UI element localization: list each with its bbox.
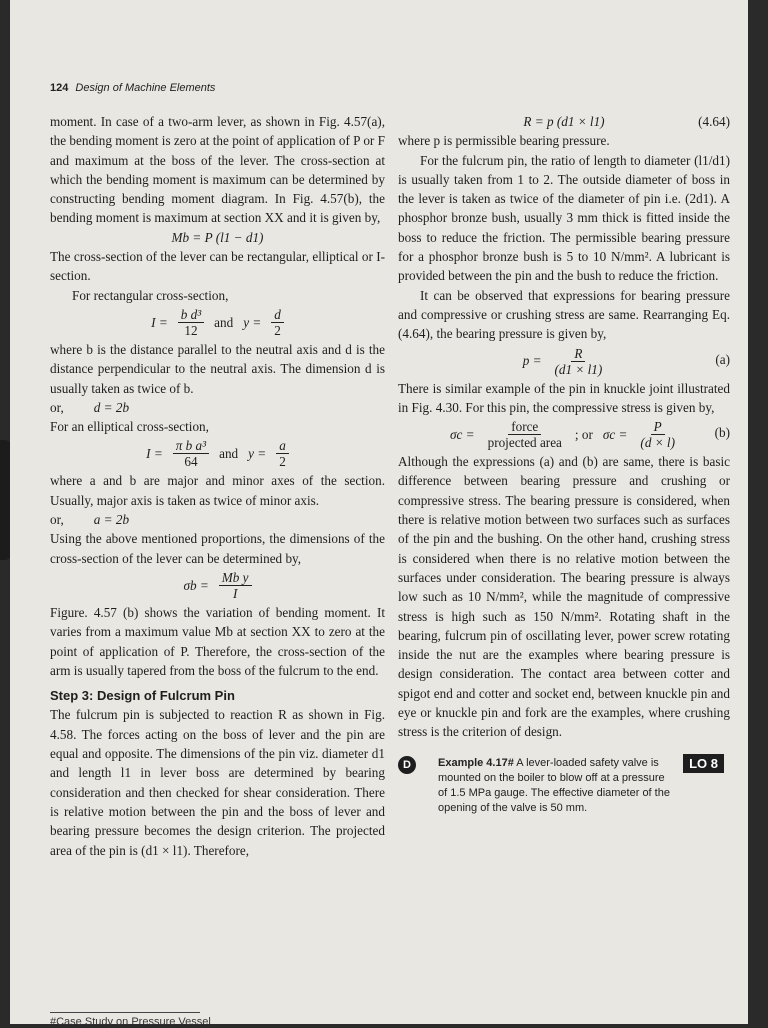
paragraph: Figure. 4.57 (b) shows the variation of bending moment. It varies from a maximum value Mb at section XX to zero at the point of application of P. Therefore, the cross-section of the arm is usually tapered from the boss of the fulcrum to the end. [50, 604, 385, 678]
equation-bending-moment: Mb = P (l1 − d1) [171, 229, 264, 245]
page-number: 124 [50, 82, 69, 94]
paragraph: There is similar example of the pin in knuckle joint illustrated in Fig. 4.30. For this pin, the compressive stress is given by, [398, 380, 730, 415]
book-title: Design of Machine Elements [75, 82, 216, 94]
equation-number: (a) [715, 351, 730, 367]
paragraph: The cross-section of the lever can be rectangular, elliptical or I-section. [50, 249, 385, 284]
paragraph: The fulcrum pin is subjected to reaction R as shown in Fig. 4.58. The forces acting on the boss of lever and the pin are equal and opposite. The dimensions of the pin viz. diameter d1 and length l1 in lever boss are determined by bearing consideration and then checked for shear consideration. There is relative motion between the pin and the boss of lever and bearing pressure becomes the design criterion. The projected area of the pin is (d1 × l1). Therefore, [50, 707, 385, 858]
left-column [50, 112, 385, 860]
example-title: Example 4.17# [438, 756, 514, 769]
right-column [398, 112, 730, 816]
paragraph: For the fulcrum pin, the ratio of length to diameter (l1/d1) is usually taken from 1 to 2. The outside diameter of boss in the lever is taken as twice of the diameter of pin i.e. (2d1). A phosphor bronze bush, usually 3 mm thick is fitted inside the boss to reduce the friction. The permissible bearing pressure for a phosphor bronze bush is 5 to 10 N/mm². A lubricant is provided between the pin and the bush to reduce the friction. [398, 152, 730, 284]
equation-bending-stress: σb = $\frac{\text{Mb y}}{I}$ [50, 570, 385, 601]
running-header [50, 82, 215, 94]
paragraph: Using the above mentioned proportions, the dimensions of the cross-section of the lever can be determined by, [50, 531, 385, 566]
paragraph: where b is the distance parallel to the neutral axis and d is the distance perpendicular to the neutral axis. The dimension d is usually taken as twice of b. [50, 341, 385, 396]
paragraph: where a and b are major and minor axes of the section. Usually, major axis is taken as twice of minor axis. [50, 473, 385, 508]
difficulty-badge: D [398, 756, 416, 774]
paragraph: For rectangular cross-section, [72, 287, 229, 303]
equation-elliptical: I = $\frac{\text{π b a³}}{64}$ and y = $\frac{a}{2}$ [50, 438, 385, 469]
paragraph: For an elliptical cross-section, [50, 419, 209, 435]
equation-number: (4.64) [698, 114, 730, 129]
equation-d-2b: or, d = 2b [50, 399, 130, 415]
paragraph: It can be observed that expressions for bearing pressure and compressive or crushing stress are same. Rearranging Eq. (4.64), the bearing pressure is given by, [398, 287, 730, 342]
example-box [398, 756, 730, 816]
paragraph: moment. In case of a two-arm lever, as shown in Fig. 4.57(a), the bending moment is zero at the point of application of P or F and maximum at the boss of the lever. The cross-section at which the bending moment is maximum can be determined by constructing bending moment diagram. In Fig. 4.57(b), the bending moment is maximum at section XX and it is given by, [50, 114, 385, 226]
paragraph: where p is permissible bearing pressure. [398, 133, 610, 149]
section-heading: Step 3: Design of Fulcrum Pin [50, 688, 235, 704]
learning-objective-badge: LO 8 [683, 754, 724, 773]
footnote-rule [50, 1012, 200, 1013]
paragraph: Although the expressions (a) and (b) are same, there is basic difference between bearing pressure and crushing or compressive stress. The bearing pressure is considered, when there is relative motion between two surfaces such as surfaces of the pin and the bushing. On the other hand, crushing stress is considered when there is no relative motion between the surfaces under consideration. The bearing pressure is always low such as 10 N/mm², while the magnitude of compressive stress is high such as 150 N/mm². Rotating shaft in the bearing, fulcrum pin of oscillating lever, power screw rotating inside the nut are the examples where bearing pressure is design consideration. The contact area between cotter and spigot end and cotter and socket end, between knuckle pin and eye or knuckle pin and fork are the examples, where crushing stress is the criterion of design. [398, 454, 730, 740]
equation-a-2b: or, a = 2b [50, 512, 130, 528]
equation-number: (b) [714, 425, 730, 441]
equation-compressive-stress: σc = $\frac{\text{force}}{\text{projected area}}$ ; or σc = $\frac{P}{(d \times l)}$ (b) [450, 419, 730, 451]
example-text: A lever-loaded safety valve is mounted on the boiler to blow off at a pressure of 1.5 MPa gauge. The effective diameter of the opening of the valve is 50 mm. [438, 756, 670, 814]
equation-rectangular: I = $\frac{\text{b d³}}{12}$ and y = $\frac{d}{2}$ [50, 307, 385, 338]
equation-reaction: R = p (d1 × l1) (4.64) [398, 112, 730, 131]
equation-bearing-pressure: p = $\frac{R}{(d1 \times l1)}$ (a) [522, 345, 730, 377]
footnote: #Case Study on Pressure Vessel [50, 1016, 211, 1028]
